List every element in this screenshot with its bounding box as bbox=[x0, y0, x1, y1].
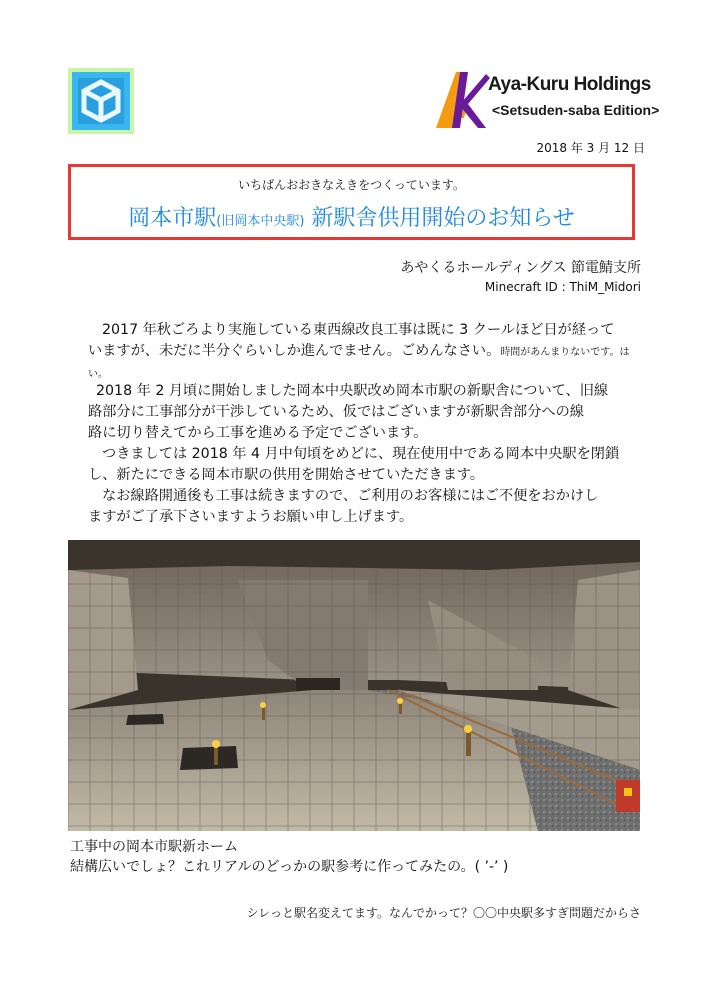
headline-title-main: 岡本市駅 bbox=[128, 206, 217, 231]
body-paragraph-1 bbox=[88, 320, 643, 385]
company-subtitle: <Setsuden-saba Edition> bbox=[492, 102, 660, 118]
footnote: シレっと駅名変えてます。なんでかって？〇〇中央駅多すぎ問題だからさ bbox=[246, 906, 641, 920]
headline-box bbox=[68, 164, 635, 240]
ak-monogram-icon bbox=[430, 66, 490, 134]
body-line: し、新たにできる岡本市駅の供用を開始させていただきます。 bbox=[88, 467, 485, 483]
body-line bbox=[88, 341, 643, 385]
body-line: ますがご了承下さいますようお願い申し上げます。 bbox=[88, 509, 414, 525]
company-name: Aya-Kuru Holdings bbox=[488, 74, 651, 95]
headline-title-rest: 新駅舎供用開始のお知らせ bbox=[304, 206, 575, 231]
photo-caption-text: 結構広いでしょ？これリアルのどっかの駅参考に作ってみたの。( ’-’ ) bbox=[70, 859, 509, 875]
cube-logo-icon bbox=[68, 68, 134, 134]
body-line: つきましては 2018 年 4 月中旬頃をめどに、現在使用中である岡本中央駅を閉鎖 bbox=[102, 446, 620, 462]
body-aside: 時間があんまりないです。はい。 bbox=[88, 347, 630, 380]
body-line: 2018 年 2 月頃に開始しました岡本中央駅改め岡本市駅の新駅舎について、旧線 bbox=[96, 383, 609, 399]
photo-caption-title: 工事中の岡本市駅新ホーム bbox=[70, 839, 238, 855]
body-line: 路部分に工事部分が干渉しているため、仮ではございますが新駅舎部分への線 bbox=[88, 404, 584, 420]
issuer-name: あやくるホールディングス 節電鯖支所 bbox=[400, 260, 641, 276]
issuer-minecraft-id: Minecraft ID : ThiM_Midori bbox=[484, 280, 641, 294]
body-line-text: いますが、未だに半分ぐらいしか進んでません。ごめんなさい。 bbox=[88, 343, 501, 359]
body-line: 路に切り替えてから工事を進める予定でございます。 bbox=[88, 425, 428, 441]
cube-logo bbox=[68, 68, 134, 134]
station-platform-image bbox=[68, 540, 640, 831]
company-logo bbox=[430, 66, 660, 134]
headline-tagline: いちばんおおきなえきをつくっています。 bbox=[238, 178, 465, 192]
station-photo bbox=[68, 540, 640, 831]
body-line: 2017 年秋ごろより実施している東西線改良工事は既に 3 クールほど日が経って bbox=[102, 322, 615, 338]
headline-title bbox=[71, 201, 632, 232]
headline-title-paren: (旧岡本中央駅) bbox=[216, 214, 305, 229]
body-paragraph-2 bbox=[88, 381, 643, 528]
document-date: 2018 年 3 月 12 日 bbox=[536, 141, 645, 155]
body-line: なお線路開通後も工事は続きますので、ご利用のお客様にはご不便をおかけし bbox=[102, 488, 599, 504]
